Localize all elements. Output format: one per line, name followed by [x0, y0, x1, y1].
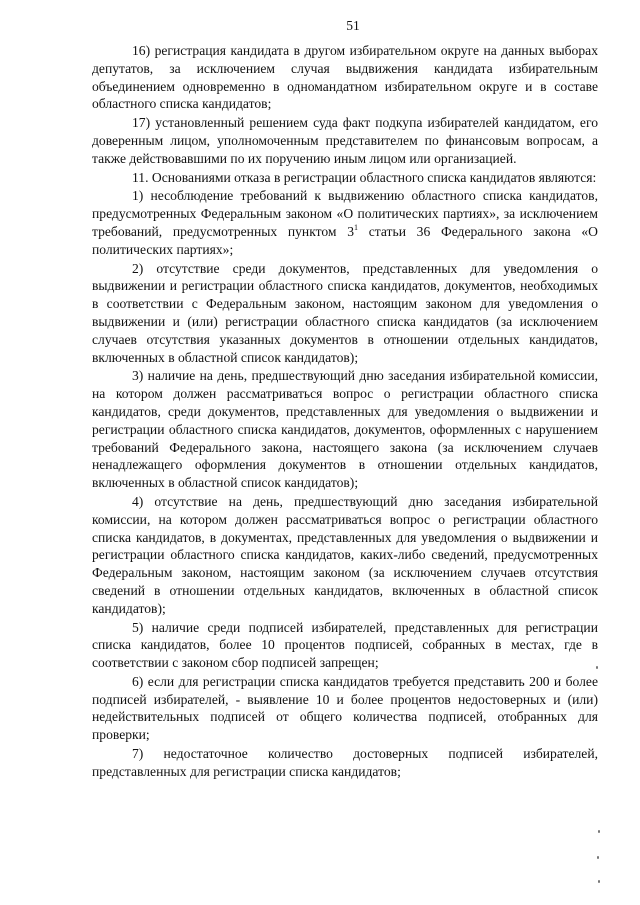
paragraph-item-3: 3) наличие на день, предшествующий дню заседания избирательной комиссии, на котором должен рассматриваться вопрос о регистрации областного списка кандидатов, среди документов, представленных для уведомления о выдвижении и регистрации областного списка кандидатов, документов, оформленных с нарушением требований Федерального закона, настоящего закона (за исключением случаев ненадлежащего оформления документов в отношении отдельных кандидатов, включенных в областной список кандидатов);	[92, 368, 598, 491]
scan-artifact	[598, 830, 600, 833]
paragraph-item-4: 4) отсутствие на день, предшествующий дню заседания избирательной комиссии, на котором должен рассматриваться вопрос о регистрации областного списка кандидатов, в документах, представленных для уведомления о выдвижении и регистрации областного списка кандидатов, каких-либо сведений, предусмотренных Федеральным законом, настоящим законом (за исключением случаев отсутствия сведений в отношении отдельных кандидатов, включенных в областной список кандидатов);	[92, 493, 598, 616]
item-1-text: 1) несоблюдение требований к выдвижению областного списка кандидатов, предусмотренных Федеральным законом «О политических партиях», за исключением требований, предусмотренных пунктом 3	[92, 188, 598, 239]
paragraph-item-5: 5) наличие среди подписей избирателей, представленных для регистрации списка кандидатов, более 10 процентов подписей, собранных в местах, где в соответствии с законом сбор подписей запрещен;	[92, 619, 598, 671]
paragraph-item-16: 16) регистрация кандидата в другом избирательном округе на данных выборах депутатов, за исключением случая выдвижения кандидата избирательным объединением одновременно в одномандатном избирательном округе и в составе областного списка кандидатов;	[92, 43, 598, 112]
paragraph-item-17: 17) установленный решением суда факт подкупа избирателей кандидатом, его доверенным лицом, уполномоченным представителем по финансовым вопросам, а также действовавшими по их поручению иным лицом или организацией.	[92, 115, 598, 166]
item-1-superscript: 1	[354, 222, 359, 232]
page-number: 51	[346, 18, 360, 33]
paragraph-item-2: 2) отсутствие среди документов, представленных для уведомления о выдвижении и регистрации областного списка кандидатов, документов, необходимых в соответствии с Федеральным законом, настоящим законом для уведомления о выдвижении и (или) регистрации областного списка кандидатов (за исключением случаев отсутствия указанных документов в отношении отдельных кандидатов, включенных в областной список кандидатов);	[92, 260, 598, 365]
document-body	[92, 42, 598, 781]
paragraph-item-1	[92, 187, 598, 258]
item-1-text-end: статьи 36 Федерального закона «О политических партиях»;	[92, 223, 598, 257]
scan-artifact	[597, 856, 599, 859]
paragraph-clause-11: 11. Основаниями отказа в регистрации областного списка кандидатов являются:	[132, 169, 597, 185]
paragraph-item-6: 6) если для регистрации списка кандидатов требуется представить 200 и более подписей избирателей, - выявление 10 и более процентов недостоверных и (или) недействительных подписей от общего количества подписей, отобранных для проверки;	[92, 673, 598, 743]
scan-artifact	[598, 880, 600, 883]
paragraph-item-7: 7) недостаточное количество достоверных подписей избирателей, представленных для регистрации списка кандидатов;	[92, 746, 598, 779]
scan-artifact	[596, 666, 598, 669]
